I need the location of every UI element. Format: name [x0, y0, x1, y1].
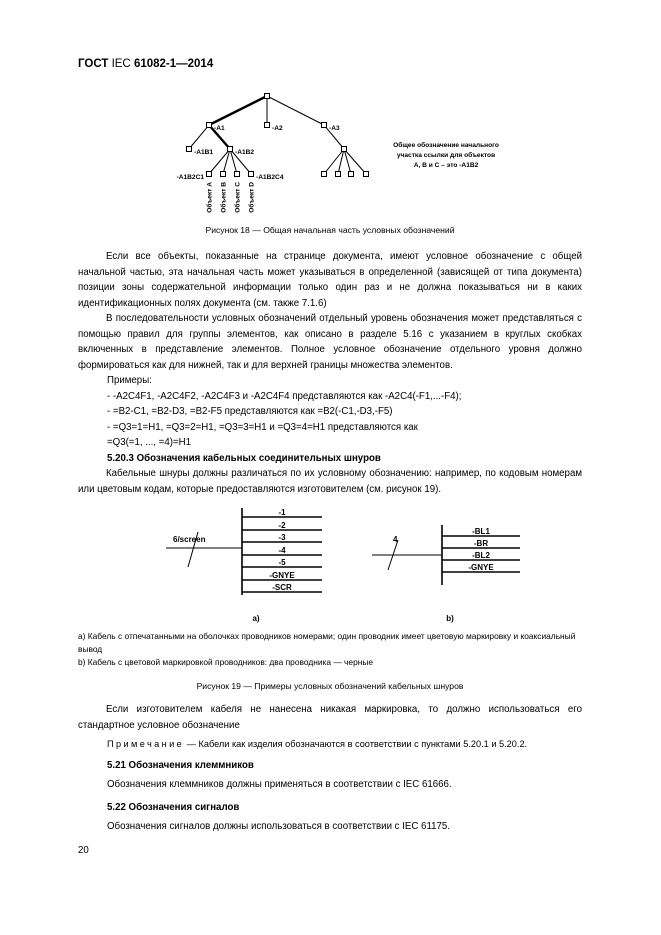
- figure-19-tag-b: b): [446, 614, 454, 623]
- example-line: =Q3(=1, ..., =4)=H1: [107, 437, 192, 448]
- node-a1b1-label: -A1B1: [194, 149, 214, 156]
- figure-19-tag-a: a): [252, 614, 260, 623]
- figure-18-note-line-1: Общее обозначение начального: [393, 142, 499, 149]
- cable-b-wire: -BL2: [472, 551, 490, 560]
- cable-a-label: 6/screen: [173, 535, 206, 544]
- figure-18-tree-diagram: [150, 88, 550, 228]
- note-block: [107, 739, 527, 749]
- figure-19-legend: [78, 630, 598, 669]
- node-a3-label: -A3: [329, 125, 340, 132]
- cable-a-wire: -GNYE: [269, 571, 295, 580]
- cable-b-wire: -GNYE: [468, 563, 494, 572]
- cable-b-wire: -BL1: [472, 527, 490, 536]
- node-a2-label: -A2: [272, 125, 283, 132]
- cable-a-wire: -SCR: [272, 583, 292, 592]
- object-c-label: Объект C: [234, 182, 242, 213]
- note-label: Примечание: [107, 739, 185, 749]
- page-number: 20: [78, 845, 89, 856]
- figure-19-caption: Рисунок 19 — Примеры условных обозначений кабельных шнуров: [196, 681, 464, 691]
- section-5-21-heading: 5.21 Обозначения клеммников: [107, 760, 254, 771]
- example-line: - =Q3=1=H1, =Q3=2=H1, =Q3=3=H1 и =Q3=4=H1 представляются как: [107, 421, 418, 433]
- section-5-20-3-text: Кабельные шнуры должны различаться по их условному обозначению: например, по кодовым номерам или цветовым кодам, которые предоставляются изготовителем (см. рисунок 19).: [78, 468, 582, 495]
- examples-title: Примеры:: [107, 375, 152, 386]
- node-a1-label: -A1: [214, 125, 225, 132]
- figure-18-note-line-3: А, В и С – это -A1B2: [413, 162, 479, 169]
- cable-a-wire: -3: [278, 533, 286, 542]
- cable-b-wire: -BR: [473, 539, 489, 548]
- cable-a-wire: -1: [278, 508, 286, 517]
- figure-18-caption: Рисунок 18 — Общая начальная часть условных обозначений: [205, 225, 455, 235]
- cable-a-wire: -5: [278, 558, 286, 567]
- section-5-22-heading: 5.22 Обозначения сигналов: [107, 802, 240, 813]
- figure-18-note-line-2: участка ссылки для объектов: [396, 152, 496, 159]
- figure-19-legend-b: b) Кабель с цветовой маркировкой проводников: два проводника — черные: [78, 657, 374, 667]
- node-a1b2c1-label: -A1B2C1: [176, 174, 204, 181]
- object-b-label: Объект B: [220, 182, 228, 213]
- document-header: ГОСТ IEC 61082-1—2014: [78, 58, 214, 70]
- example-line: - -A2C4F1, -A2C4F2, -A2C4F3 и -A2C4F4 представляются как -A2C4(-F1,...-F4);: [107, 390, 462, 402]
- figure-19-cable-diagrams: [150, 505, 540, 630]
- section-5-20-3-heading: 5.20.3 Обозначения кабельных соединительных шнуров: [107, 453, 381, 464]
- figure-19-legend-a: a) Кабель с отпечатанными на оболочках проводников номерами; один проводник имеет цветовую маркировку и коаксиальный вывод: [78, 631, 576, 654]
- paragraph-common-prefix: Если все объекты, показанные на странице документа, имеют условное обозначение с общей начальной частью, эта начальная часть может указываться в определенной (зависящей от типа документа) позиции зоны содержательной информации только один раз и не должна показываться ни в каких идентификационных полях документа (см. также 7.1.6): [78, 251, 582, 309]
- object-d-label: Объект D: [248, 182, 256, 213]
- cable-a-wire: -2: [278, 521, 286, 530]
- cable-b-label: 4: [393, 535, 398, 544]
- paragraph-unmarked-cable: Если изготовителем кабеля не нанесена никакая маркировка, то должно использоваться его стандартное условное обозначение: [78, 704, 582, 731]
- note-text: — Кабели как изделия обозначаются в соответствии с пунктами 5.20.1 и 5.20.2.: [184, 739, 528, 749]
- cable-a-wire: -4: [278, 546, 286, 555]
- node-a1b2-label: -A1B2: [235, 149, 255, 156]
- object-a-label: Объект A: [206, 182, 214, 213]
- node-a1b2c4-label: -A1B2C4: [256, 174, 284, 181]
- examples-block: [107, 373, 587, 451]
- section-5-21-text: Обозначения клеммников должны применяться в соответствии с IEC 61666.: [107, 779, 452, 790]
- paragraph-level-representation: В последовательности условных обозначений отдельный уровень обозначения может представляться с помощью правил для группы элементов, как описано в разделе 5.16 с указанием в круглых скобках включенных в представление элементов. Полное условное обозначение отдельного уровня должно формироваться как для нижней, так и для верхней границы множества элементов.: [78, 313, 582, 371]
- section-5-22-text: Обозначения сигналов должны использоваться в соответствии с IEC 61175.: [107, 821, 450, 832]
- example-line: - =B2-C1, =B2-D3, =B2-F5 представляются как =B2(-C1,-D3,-F5): [107, 406, 393, 417]
